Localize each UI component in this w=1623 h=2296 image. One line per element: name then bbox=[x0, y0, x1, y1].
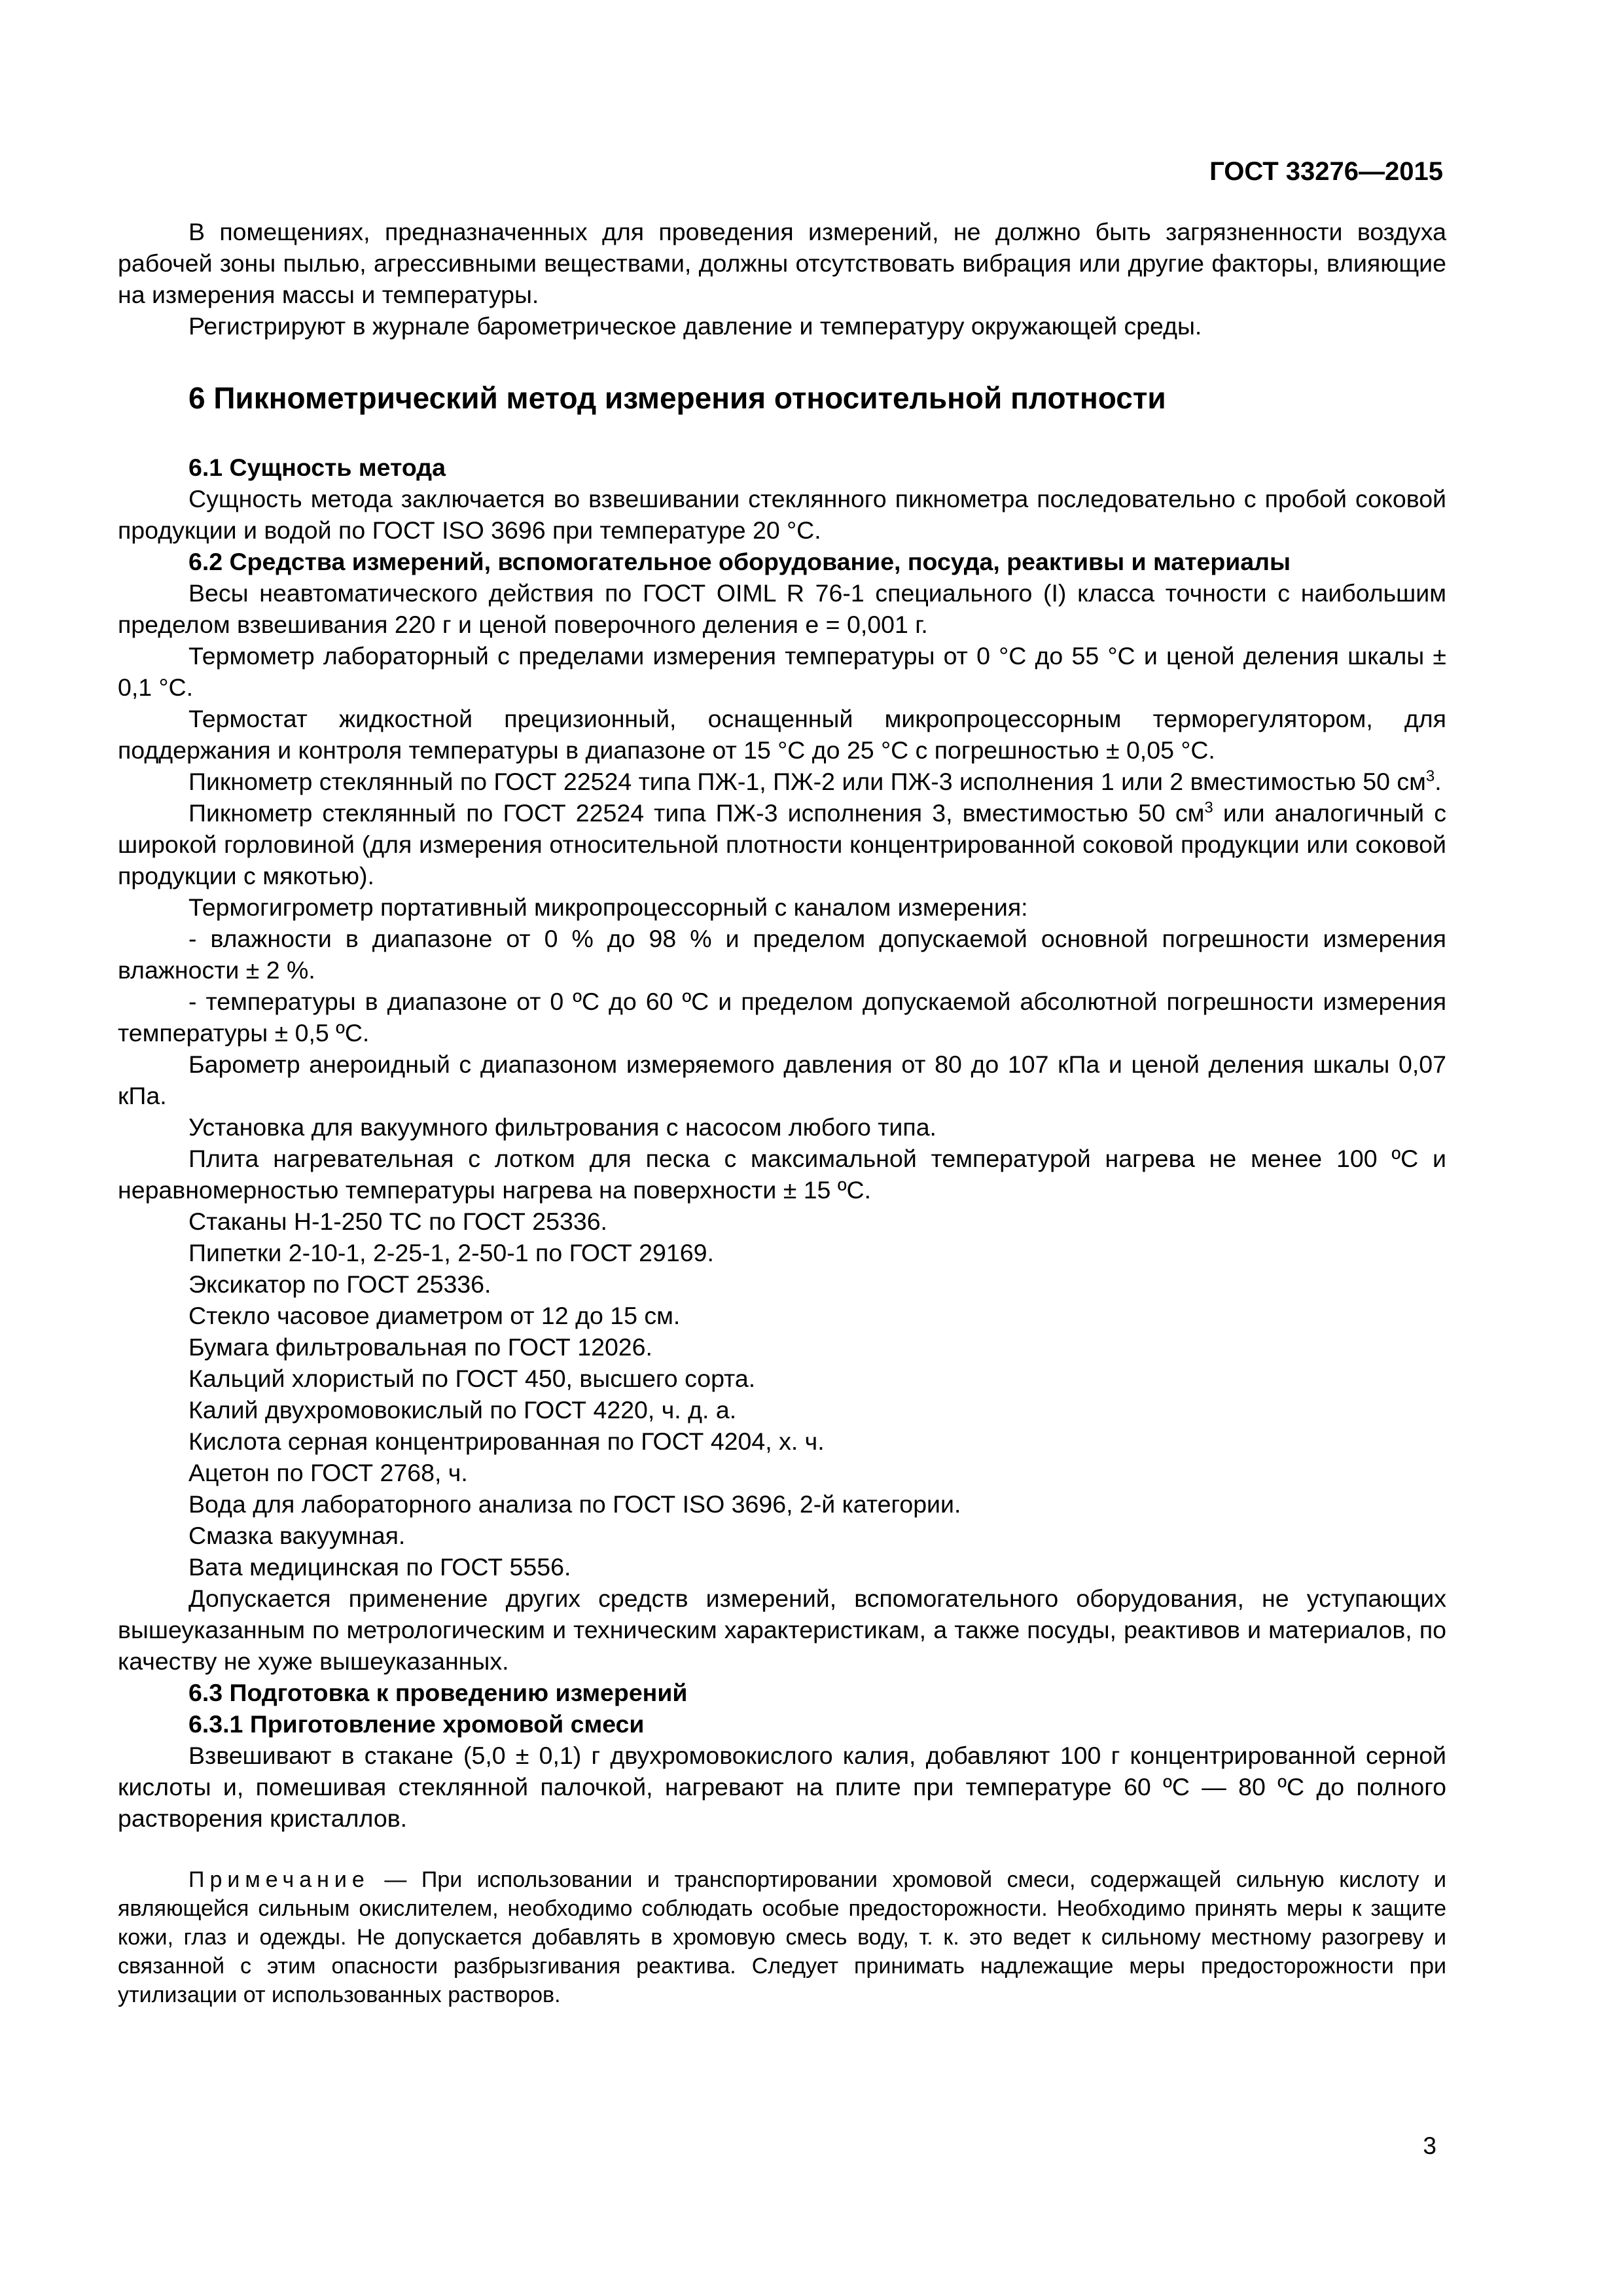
intro-paragraph: В помещениях, предназначенных для проведения измерений, не должно быть загрязненности воздуха рабочей зоны пылью, агрессивными веществами, должны отсутствовать вибрация или другие факторы, влияющие на измерения массы и температуры. bbox=[118, 218, 1446, 308]
paragraph: Вата медицинская по ГОСТ 5556. bbox=[188, 1553, 571, 1581]
paragraph: Ацетон по ГОСТ 2768, ч. bbox=[188, 1459, 468, 1486]
note-paragraph bbox=[118, 1865, 1446, 2009]
subsection-title: 6.1 Сущность метода bbox=[188, 454, 446, 481]
pycnometer-text: Пикнометр стеклянный по ГОСТ 22524 типа ПЖ-1, ПЖ-2 или ПЖ-3 исполнения 1 или 2 вместимостью 50 см bbox=[188, 768, 1426, 795]
paragraph: Весы неавтоматического действия по ГОСТ OIML R 76-1 специального (I) класса точности с наибольшим пределом взвешивания 220 г и ценой поверочного деления e = 0,001 г. bbox=[118, 579, 1446, 638]
paragraph: Смазка вакуумная. bbox=[188, 1522, 406, 1549]
paragraph: Вода для лабораторного анализа по ГОСТ ISO 3696, 2-й категории. bbox=[188, 1490, 961, 1518]
pycnometer-text: Пикнометр стеклянный по ГОСТ 22524 типа ПЖ-3 исполнения 3, вместимостью 50 см bbox=[188, 799, 1205, 827]
paragraph: Кальций хлористый по ГОСТ 450, высшего сорта. bbox=[188, 1365, 756, 1392]
paragraph: Взвешивают в стакане (5,0 ± 0,1) г двухромовокислого калия, добавляют 100 г концентрированной серной кислоты и, помешивая стеклянной палочкой, нагревают на плите при температуре 60 ºС — 80 ºС до полного растворения кристаллов. bbox=[118, 1742, 1446, 1832]
document-header: ГОСТ 33276—2015 bbox=[1209, 157, 1443, 186]
paragraph: Термостат жидкостной прецизионный, оснащенный микропроцессорным терморегулятором, для поддержания и контроля температуры в диапазоне от 15 °С до 25 °С с погрешностью ± 0,05 °С. bbox=[118, 705, 1446, 764]
paragraph: Термометр лабораторный с пределами измерения температуры от 0 °С до 55 °С и ценой деления шкалы ± 0,1 °С. bbox=[118, 642, 1446, 701]
section-title: 6 Пикнометрический метод измерения относительной плотности bbox=[188, 381, 1166, 415]
paragraph: Сущность метода заключается во взвешивании стеклянного пикнометра последовательно с пробой соковой продукции и водой по ГОСТ ISO 3696 при температуре 20 °С. bbox=[118, 485, 1446, 544]
paragraph bbox=[118, 766, 1446, 797]
note-label: Примечание bbox=[188, 1867, 370, 1892]
paragraph: Допускается применение других средств измерений, вспомогательного оборудования, не уступающих вышеуказанным по метрологическим и техническим характеристикам, а также посуды, реактивов и материалов, по качеству не хуже вышеуказанных. bbox=[118, 1585, 1446, 1675]
paragraph: Плита нагревательная с лотком для песка с максимальной температурой нагрева не менее 100 ºС и неравномерностью температуры нагрева на поверхности ± 15 ºС. bbox=[118, 1145, 1446, 1204]
document-body bbox=[118, 216, 1446, 2032]
subsection-title: 6.3 Подготовка к проведению измерений bbox=[188, 1679, 688, 1706]
pycnometer-text: или аналогичный с широкой горловиной (для измерения относительной плотности концентрированной соковой продукции или соковой продукции с мякотью). bbox=[118, 799, 1446, 889]
paragraph: Стекло часовое диаметром от 12 до 15 см. bbox=[188, 1302, 681, 1329]
paragraph: Барометр анероидный с диапазоном измеряемого давления от 80 до 107 кПа и ценой деления шкалы 0,07 кПа. bbox=[118, 1050, 1446, 1109]
paragraph: Бумага фильтровальная по ГОСТ 12026. bbox=[188, 1333, 652, 1361]
note-text: — При использовании и транспортировании хромовой смеси, содержащей сильную кислоту и являющейся сильным окислителем, необходимо соблюдать особые предосторожности. Необходимо принять меры к защите кожи, глаз и одежды. Не допускается добавлять в хромовую смесь воду, т. к. это ведет к сильному местному разогреву и связанной с этим опасности разбрызгивания реактива. Следует принимать надлежащие меры предосторожности при утилизации от использованных растворов. bbox=[118, 1867, 1446, 2007]
paragraph: Эксикатор по ГОСТ 25336. bbox=[188, 1270, 491, 1298]
subsection-title: 6.3.1 Приготовление хромовой смеси bbox=[188, 1710, 645, 1738]
paragraph bbox=[118, 797, 1446, 891]
paragraph: Калий двухромовокислый по ГОСТ 4220, ч. д. а. bbox=[188, 1396, 737, 1424]
superscript: 3 bbox=[1204, 798, 1213, 817]
paragraph: Термогигрометр портативный микропроцессорный с каналом измерения: bbox=[188, 893, 1028, 921]
intro-paragraph: Регистрируют в журнале барометрическое давление и температуру окружающей среды. bbox=[188, 312, 1202, 340]
subsection-title: 6.2 Средства измерений, вспомогательное оборудование, посуда, реактивы и материалы bbox=[188, 548, 1291, 575]
paragraph: Стаканы Н-1-250 ТС по ГОСТ 25336. bbox=[188, 1208, 607, 1235]
paragraph: - температуры в диапазоне от 0 ºС до 60 ºС и пределом допускаемой абсолютной погрешности измерения температуры ± 0,5 ºС. bbox=[118, 988, 1446, 1047]
paragraph: Кислота серная концентрированная по ГОСТ 4204, х. ч. bbox=[188, 1427, 825, 1455]
paragraph: Установка для вакуумного фильтрования с насосом любого типа. bbox=[188, 1113, 936, 1141]
page-number: 3 bbox=[1423, 2132, 1436, 2159]
punctuation: . bbox=[1435, 768, 1442, 795]
paragraph: - влажности в диапазоне от 0 % до 98 % и пределом допускаемой основной погрешности измерения влажности ± 2 %. bbox=[118, 925, 1446, 984]
paragraph: Пипетки 2-10-1, 2-25-1, 2-50-1 по ГОСТ 29169. bbox=[188, 1239, 714, 1266]
superscript: 3 bbox=[1425, 767, 1435, 785]
